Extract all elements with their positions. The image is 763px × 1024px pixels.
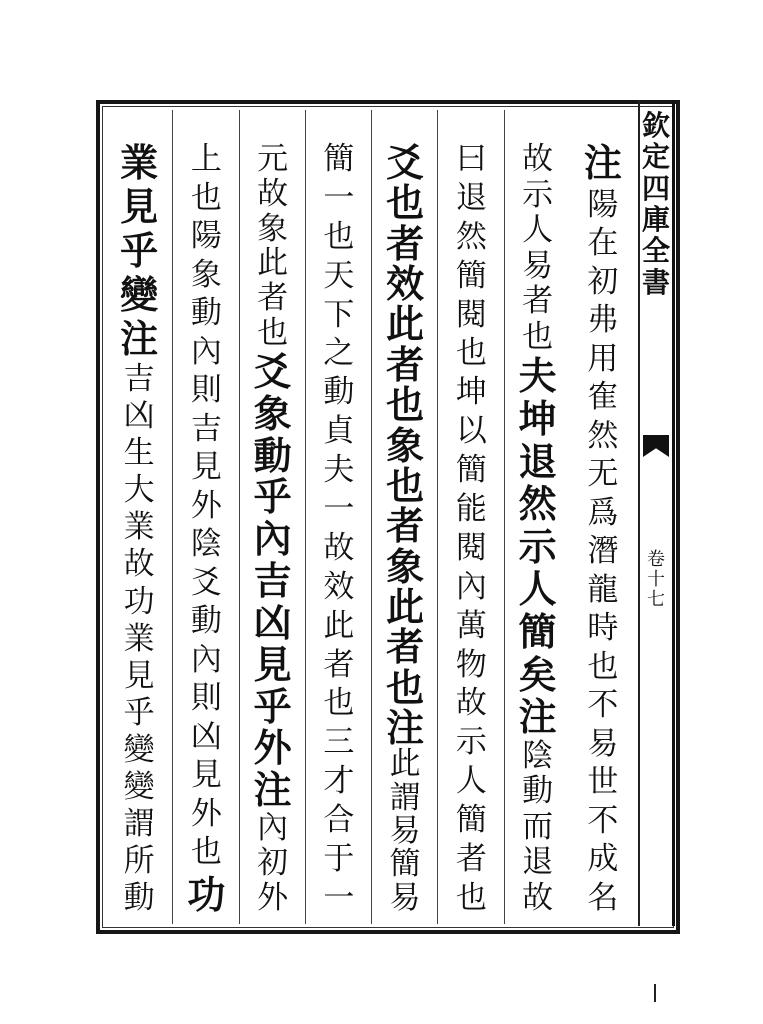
text-char: 業 [123,509,155,546]
column-text [438,141,504,916]
column-text [372,140,438,916]
text-char: 注 [253,767,292,813]
text-char: 也 [386,180,425,226]
text-char: 簡 [389,846,421,883]
text-char: 矣 [518,651,557,697]
text-char: 者 [386,341,425,387]
text-char: 初 [587,263,619,300]
text-char: 以 [455,413,487,450]
text-char: 易 [389,813,421,850]
text-char: 吉 [123,361,155,398]
text-char: 動 [190,295,222,332]
book-title [640,110,672,298]
text-char: 注 [583,140,622,185]
text-char: 謂 [123,805,155,842]
text-char: 故 [123,546,155,583]
text-char: 也 [386,382,425,428]
text-char: 夫 [323,452,355,489]
text-char: 坤 [455,374,487,411]
text-char: 見 [190,449,222,486]
text-char: 簡 [455,802,487,839]
text-char: 效 [323,568,355,605]
text-char: 易 [522,247,554,284]
text-char: 陽 [587,186,619,223]
text-char: 者 [323,646,355,683]
text-column [106,110,172,924]
text-char: 曰 [455,141,487,177]
text-char: 乎 [120,228,159,274]
text-char: 爻 [253,348,292,394]
text-char: 能 [455,491,487,528]
text-char: 易 [587,725,619,762]
text-char: 故 [522,141,554,177]
text-char: 動 [323,374,355,411]
text-char: 不 [587,687,619,724]
text-char: 動 [253,432,292,478]
text-char: 乎 [253,474,292,520]
text-char: 不 [587,802,619,839]
text-char: 吉 [253,558,292,604]
text-char: 乎 [123,694,155,731]
margin-char: 欽 [641,109,670,142]
text-char: 動 [522,773,554,810]
text-char: 內 [253,516,292,562]
text-char: 陰 [522,737,554,774]
text-char: 一 [323,491,355,528]
text-char: 也 [190,834,222,871]
text-char: 潛 [587,533,619,570]
text-char: 然 [455,218,487,255]
text-column [570,110,636,924]
text-char: 天 [323,257,355,294]
text-char: 大 [123,472,155,509]
text-char: 三 [323,724,355,761]
text-char: 簡 [518,608,557,654]
text-char: 才 [323,763,355,800]
text-char: 也 [323,218,355,255]
text-char: 爻 [386,140,425,185]
text-char: 示 [522,176,554,213]
text-char: 動 [123,879,155,916]
text-char: 外 [257,879,289,916]
text-char: 內 [190,641,222,678]
text-char: 簡 [323,141,355,177]
text-char: 人 [518,566,557,612]
margin-char: 七 [647,588,665,610]
text-char: 外 [190,487,222,524]
text-char: 者 [386,220,425,266]
text-char: 乎 [253,683,292,729]
text-char: 然 [587,417,619,454]
text-column [371,110,438,924]
margin-char: 十 [647,568,665,590]
text-char: 也 [257,315,289,352]
text-char: 生 [123,435,155,472]
text-char: 也 [522,318,554,355]
text-column [305,110,372,924]
text-char: 世 [587,764,619,801]
text-char: 象 [386,543,425,589]
text-char: 注 [386,705,425,751]
text-char: 无 [587,456,619,493]
text-char: 外 [190,795,222,832]
text-char: 功 [123,583,155,620]
text-column [437,110,504,924]
text-char: 退 [518,438,557,484]
text-char: 故 [323,529,355,566]
text-char: 一 [323,879,355,916]
text-char: 陰 [190,526,222,563]
text-char: 也 [386,462,425,508]
margin-char: 全 [641,234,670,268]
text-char: 凶 [190,718,222,755]
text-char: 見 [190,757,222,794]
text-char: 易 [389,879,421,916]
text-char: 故 [257,175,289,212]
text-char: 退 [455,179,487,216]
text-char: 閱 [455,296,487,333]
text-char: 此 [386,301,425,347]
text-char: 陽 [190,218,222,255]
text-char: 業 [123,620,155,657]
margin-char: 書 [641,265,670,299]
text-char: 名 [587,879,619,916]
text-char: 于 [323,841,355,878]
text-char: 之 [323,335,355,372]
text-char: 隺 [587,379,619,416]
text-char: 簡 [455,452,487,489]
text-char: 所 [123,842,155,879]
column-text [306,141,372,916]
text-char: 者 [522,283,554,320]
text-char: 見 [123,657,155,694]
text-char: 示 [518,523,557,569]
text-char: 此 [257,245,289,282]
text-char: 也 [190,179,222,216]
text-char: 合 [323,802,355,839]
column-text [505,141,571,916]
text-char: 象 [257,210,289,247]
text-char: 效 [386,261,425,307]
text-char: 坤 [518,396,557,442]
text-char: 此 [389,746,421,783]
text-char: 萬 [455,607,487,644]
text-char: 龍 [587,571,619,608]
text-char: 也 [455,335,487,372]
text-char: 吉 [190,410,222,447]
text-char: 者 [386,503,425,549]
text-char: 也 [323,685,355,722]
text-char: 成 [587,841,619,878]
text-char: 則 [190,680,222,717]
fish-tail-mark [643,435,669,457]
column-text [240,141,306,916]
text-char: 弗 [587,302,619,339]
text-char: 象 [190,256,222,293]
text-char: 此 [386,583,425,629]
margin-char: 四 [641,171,670,205]
text-char: 者 [455,841,487,878]
text-char: 注 [518,694,557,740]
text-char: 外 [253,725,292,771]
text-char: 者 [257,280,289,317]
text-char: 則 [190,372,222,409]
text-char: 貞 [323,413,355,450]
text-char: 人 [455,763,487,800]
text-char: 象 [386,422,425,468]
text-char: 凶 [123,398,155,435]
text-columns [106,110,670,924]
text-char: 夫 [518,353,557,399]
page-frame [96,100,680,934]
text-char: 見 [120,184,159,230]
text-char: 象 [253,390,292,436]
text-column [172,110,239,924]
text-char: 爻 [190,564,222,601]
text-char: 內 [455,568,487,605]
margin-tick [654,984,656,1002]
text-char: 時 [587,610,619,647]
text-char: 也 [587,648,619,685]
text-column [239,110,306,924]
text-char: 人 [522,212,554,249]
text-char: 爲 [587,494,619,531]
margin-char: 定 [641,140,670,174]
text-char: 物 [455,646,487,683]
text-char: 者 [386,624,425,670]
text-char: 而 [522,808,554,845]
text-char: 元 [257,141,289,177]
text-char: 也 [386,664,425,710]
text-char: 初 [257,844,289,881]
volume-number [640,550,672,609]
text-column [504,110,571,924]
text-char: 故 [522,879,554,916]
column-text [106,140,172,916]
text-char: 退 [522,844,554,881]
text-char: 示 [455,724,487,761]
text-char: 功 [187,871,226,917]
text-char: 業 [120,140,159,185]
text-char: 內 [257,810,289,847]
text-char: 變 [123,768,155,805]
text-char: 簡 [455,257,487,294]
text-char: 此 [323,607,355,644]
column-text [570,140,636,916]
text-char: 一 [323,179,355,216]
text-char: 用 [587,340,619,377]
text-char: 故 [455,685,487,722]
text-char: 凶 [253,599,292,645]
text-char: 也 [455,879,487,916]
column-text [173,141,239,917]
text-char: 變 [120,272,159,318]
text-char: 內 [190,333,222,370]
text-char: 上 [190,141,222,177]
margin-char: 庫 [641,203,670,237]
text-char: 變 [123,731,155,768]
text-char: 注 [120,316,159,362]
text-char: 在 [587,225,619,262]
text-char: 見 [253,641,292,687]
text-char: 下 [323,296,355,333]
margin-column [638,100,675,926]
text-char: 然 [518,481,557,527]
text-char: 閱 [455,529,487,566]
margin-char: 卷 [647,549,665,570]
text-char: 謂 [389,779,421,816]
text-char: 動 [190,603,222,640]
